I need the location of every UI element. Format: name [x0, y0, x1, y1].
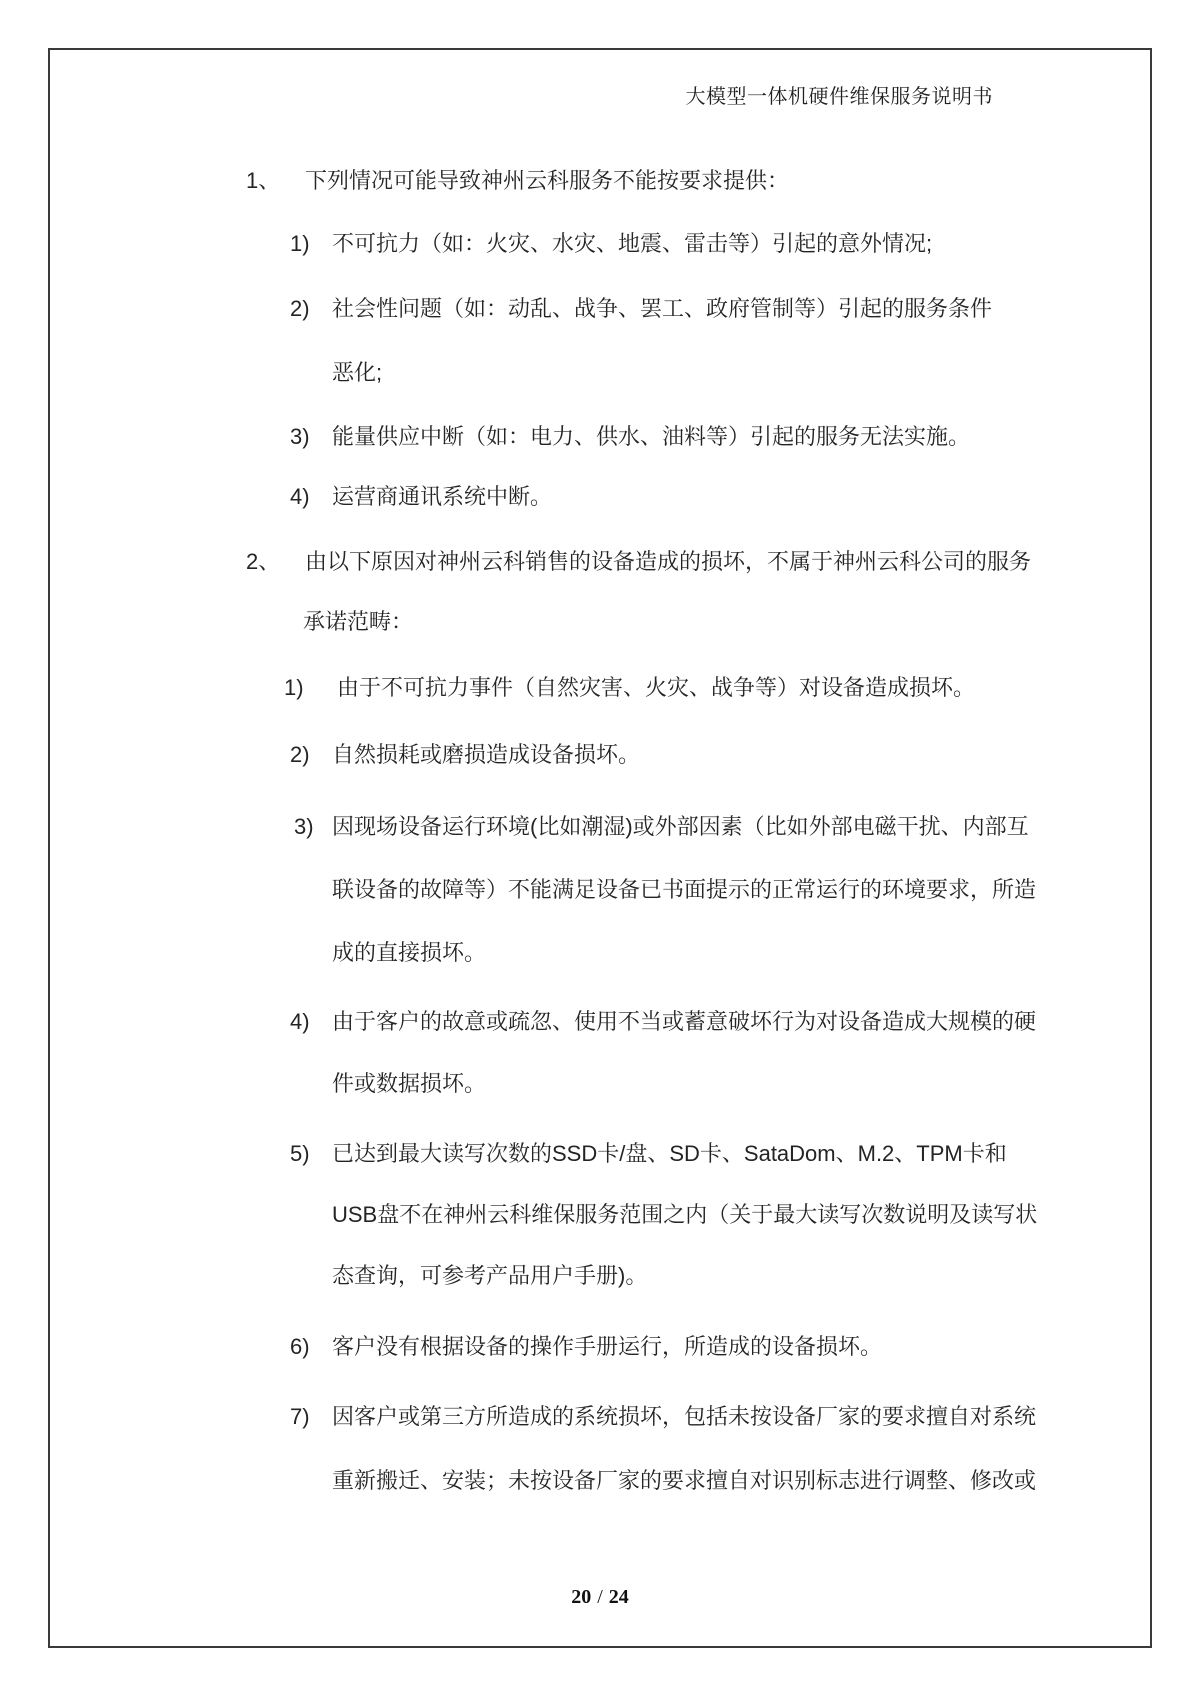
list-marker: 1、	[246, 168, 281, 193]
text-line	[0, 424, 1200, 454]
list-marker: 3)	[294, 814, 314, 839]
line-text: 因客户或第三方所造成的系统损坏，包括未按设备厂家的要求擅自对系统	[332, 1404, 1037, 1429]
line-text: 客户没有根据设备的操作手册运行，所造成的设备损坏。	[332, 1334, 883, 1359]
line-text: 不可抗力（如：火灾、水灾、地震、雷击等）引起的意外情况;	[332, 231, 933, 256]
text-line	[0, 675, 1200, 705]
line-text: 承诺范畴：	[303, 609, 414, 634]
list-marker: 2、	[246, 549, 281, 574]
line-text: 因现场设备运行环境(比如潮湿)或外部因素（比如外部电磁干扰、内部互	[332, 814, 1029, 839]
text-line	[0, 231, 1200, 261]
total-page-number: 24	[608, 1586, 629, 1608]
list-marker: 5)	[290, 1141, 310, 1166]
line-text: 由于客户的故意或疏忽、使用不当或蓄意破坏行为对设备造成大规模的硬	[332, 1009, 1037, 1034]
current-page-number: 20	[571, 1586, 592, 1608]
line-text: 社会性问题（如：动乱、战争、罢工、政府管制等）引起的服务条件	[332, 296, 993, 321]
list-marker: 2)	[290, 296, 310, 321]
text-line	[0, 360, 1200, 390]
line-text: 已达到最大读写次数的SSD卡/盘、SD卡、SataDom、M.2、TPM卡和	[332, 1141, 1007, 1166]
line-text: 能量供应中断（如：电力、供水、油料等）引起的服务无法实施。	[332, 424, 971, 449]
text-line	[0, 1141, 1200, 1171]
text-line	[0, 168, 1200, 198]
line-text: 恶化;	[332, 360, 383, 385]
line-text: 由以下原因对神州云科销售的设备造成的损坏，不属于神州云科公司的服务	[305, 549, 1032, 574]
list-marker: 7)	[290, 1404, 310, 1429]
page-number-separator: /	[597, 1586, 603, 1608]
line-text: 下列情况可能导致神州云科服务不能按要求提供：	[305, 168, 790, 193]
text-line	[0, 1009, 1200, 1039]
list-marker: 1)	[284, 675, 304, 700]
list-marker: 3)	[290, 424, 310, 449]
text-line	[0, 1334, 1200, 1364]
line-text: 自然损耗或磨损造成设备损坏。	[332, 742, 641, 767]
text-line	[0, 1404, 1200, 1434]
text-line	[0, 484, 1200, 514]
text-line	[0, 1468, 1200, 1498]
page-footer	[0, 1586, 1200, 1609]
line-text: 件或数据损坏。	[332, 1071, 487, 1096]
list-marker: 1)	[290, 231, 310, 256]
page-header-title: 大模型一体机硬件维保服务说明书	[685, 86, 993, 108]
list-marker: 4)	[290, 1009, 310, 1034]
text-line	[0, 940, 1200, 970]
text-line	[0, 296, 1200, 326]
text-line	[0, 1263, 1200, 1293]
text-line	[0, 1071, 1200, 1101]
text-line	[0, 549, 1200, 579]
text-line	[0, 1202, 1200, 1232]
list-marker: 4)	[290, 484, 310, 509]
line-text: 态查询，可参考产品用户手册)。	[332, 1263, 648, 1288]
line-text: 成的直接损坏。	[332, 940, 487, 965]
line-text: USB盘不在神州云科维保服务范围之内（关于最大读写次数说明及读写状	[332, 1202, 1038, 1227]
line-text: 重新搬迁、安装；未按设备厂家的要求擅自对识别标志进行调整、修改或	[332, 1468, 1037, 1493]
list-marker: 2)	[290, 742, 310, 767]
text-line	[0, 609, 1200, 639]
list-marker: 6)	[290, 1334, 310, 1359]
text-line	[0, 814, 1200, 844]
line-text: 联设备的故障等）不能满足设备已书面提示的正常运行的环境要求，所造	[332, 877, 1037, 902]
text-line	[0, 742, 1200, 772]
line-text: 由于不可抗力事件（自然灾害、火灾、战争等）对设备造成损坏。	[337, 675, 976, 700]
text-line	[0, 877, 1200, 907]
line-text: 运营商通讯系统中断。	[332, 484, 553, 509]
